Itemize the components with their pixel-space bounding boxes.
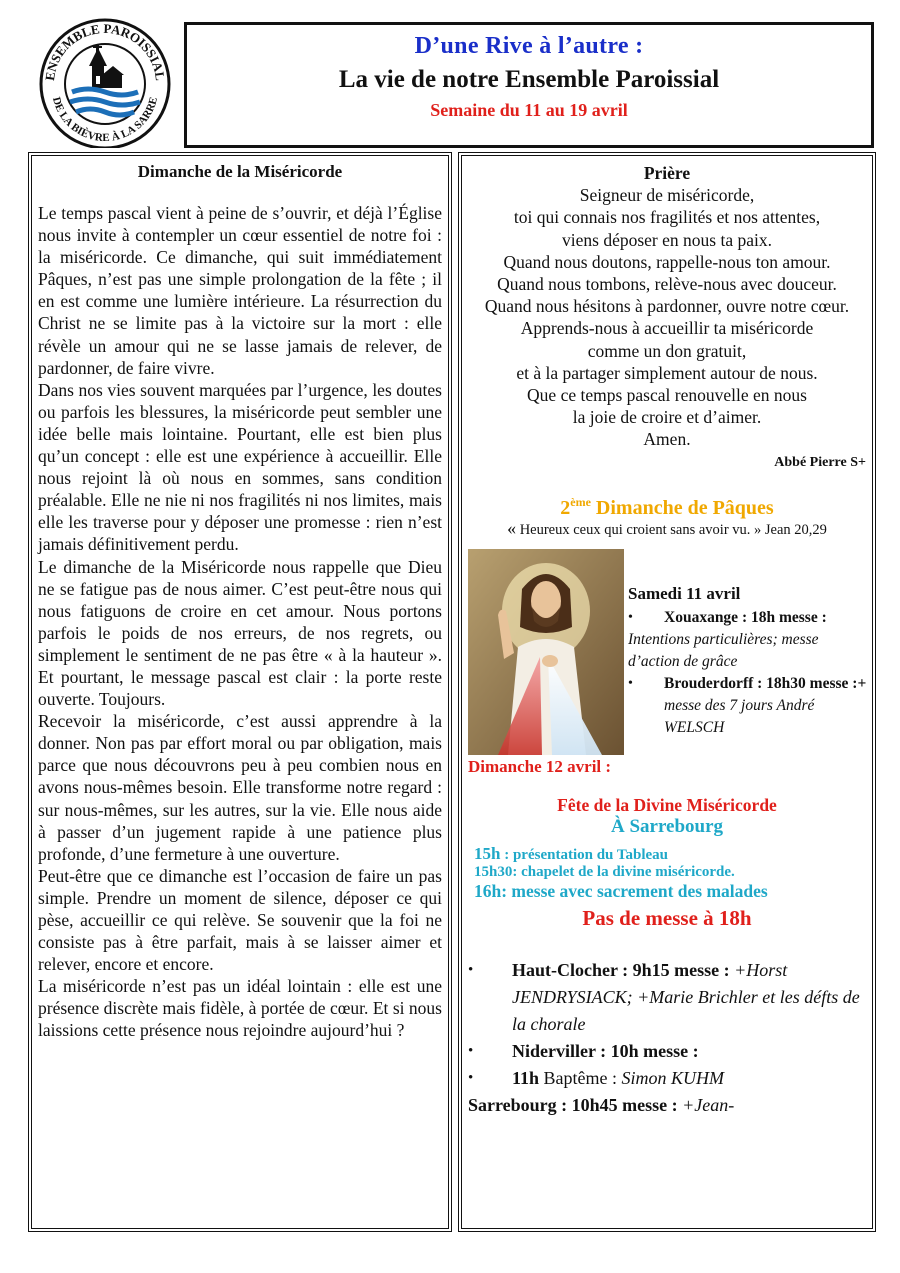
editorial-text bbox=[38, 202, 442, 1042]
mass-place: 11h bbox=[512, 1067, 540, 1088]
mass-intention: Intentions particulières; messe d’action de grâce bbox=[628, 630, 819, 670]
feast-event: : présentation du Tableau bbox=[500, 846, 669, 863]
editorial-paragraph: Dans nos vies souvent marquées par l’urgence, les doutes ou parfois les blessures, la miséricorde peut sembler une idée belle mais lointaine. Pourtant, elle est bien plus qu’un concept : elle est une expérience à accueillir. Elle nous rejoint là où nous en sommes, sans condition préalable. Elle ne nie ni nos fragilités ni nos limites, mais elle les traverse pour y déposer une promesse : rien n’est jamais définitivement perdu. bbox=[38, 379, 442, 555]
logo-top-text: ENSEMBLE PAROISSIAL bbox=[42, 20, 168, 82]
mass-place: Haut-Clocher : 9h15 messe : bbox=[512, 959, 735, 980]
feast-schedule-item: 16h: messe avec sacrement des malades bbox=[474, 880, 768, 901]
mass-intention: Simon KUHM bbox=[621, 1067, 725, 1088]
bullet-icon: • bbox=[468, 961, 474, 978]
prayer-line: Seigneur de miséricorde, bbox=[579, 185, 755, 206]
gospel-quote bbox=[468, 517, 866, 539]
mass-item-text bbox=[512, 957, 866, 1038]
mass-intention: +Horst JENDRYSIACK; +Marie Brichler et les défts de la chorale bbox=[512, 959, 860, 1034]
prayer-signature: Abbé Pierre S+ bbox=[774, 454, 866, 470]
quote-text: Heureux ceux qui croient sans avoir vu. » Jean 20,29 bbox=[516, 521, 827, 538]
editorial-paragraph: Peut-être que ce dimanche est l’occasion de faire un pas simple. Prendre un moment de silence, déposer ce qui pèse, accueillir ce qui relève. Se souvenir que la foi ne consiste pas à être parfait, mais à se laisser aimer et relever, encore et encore. bbox=[38, 865, 442, 975]
sunday-schedule-title: Dimanche 12 avril : bbox=[468, 756, 612, 776]
divine-mercy-jesus-picture bbox=[468, 549, 624, 755]
mass-list-item bbox=[628, 673, 872, 739]
sunday-title-text: Dimanche de Pâques bbox=[590, 496, 774, 519]
prayer-line: comme un don gratuit, bbox=[587, 340, 747, 361]
feast-title: Fête de la Divine Miséricorde bbox=[557, 794, 777, 815]
mass-list-item bbox=[468, 957, 866, 1038]
mass-place: Niderviller : 10h messe : bbox=[512, 1040, 699, 1061]
logo-bottom-text: DE LA BIÈVRE À LA SARRE bbox=[49, 95, 161, 145]
quote-open: « bbox=[507, 517, 517, 538]
bullet-icon: • bbox=[468, 1069, 474, 1086]
mass-event: Baptême : bbox=[539, 1067, 622, 1088]
mass-intention: +Jean- bbox=[682, 1094, 735, 1115]
sunday-mass-list bbox=[468, 957, 866, 1118]
prayer-line: Apprends-nous à accueillir ta miséricorde bbox=[520, 318, 814, 339]
prayer-line: et à la partager simplement autour de nous. bbox=[516, 362, 818, 383]
prayer-line: Quand nous doutons, rappelle-nous ton amour. bbox=[503, 251, 831, 272]
feast-time: 15h bbox=[474, 843, 501, 863]
editorial-paragraph: Le dimanche de la Miséricorde nous rappelle que Dieu ne se fatigue pas de nous aimer. C’est peut-être nous qui nous fatiguons de croire en cet amour. Nous portons parfois le poids de nos erreurs, de nos regrets, ou simplement le sentiment de ne pas être « à la hauteur ». Et pourtant, le message pascal est clair : la porte reste ouverte. Toujours. bbox=[38, 556, 442, 710]
sunday-sup: ème bbox=[570, 494, 591, 509]
parish-logo bbox=[34, 18, 176, 148]
mass-place: Sarrebourg : 10h45 messe : bbox=[468, 1094, 683, 1115]
mass-list-item bbox=[468, 1038, 866, 1065]
editorial-paragraph: Recevoir la miséricorde, c’est aussi apprendre à la donner. Non pas par effort moral ou par obligation, mais parce que nous découvrons peu à peu combien nous en avons nous-mêmes besoin. Elle transforme notre regard : sur nous-mêmes, sur les autres, sur la vie. Elle nous aide à passer d’un jugement rapide à une patience plus profonde, d’une fermeture à une ouverture. bbox=[38, 711, 442, 864]
saturday-section bbox=[468, 549, 866, 765]
newsletter-subtitle: La vie de notre Ensemble Paroissial bbox=[338, 66, 720, 93]
prayer-title: Prière bbox=[643, 163, 691, 183]
prayer-line: Que ce temps pascal renouvelle en nous bbox=[527, 385, 807, 406]
church-on-water-icon bbox=[70, 44, 140, 115]
editorial-paragraph: Le temps pascal vient à peine de s’ouvrir, et déjà l’Église nous invite à contempler un cœur essentiel de notre foi : la miséricorde. Ce dimanche, qui suit immédiatement Pâques, n’est pas une simple prolongation de la fête ; il en est comme une lumière intérieure. La résurrection du Christ ne se limite pas à la victoire sur la mort : elle révèle un amour qui ne se lasse jamais de relever, de pardonner, de faire vivre. bbox=[38, 203, 442, 378]
prayer-line: Quand nous tombons, relève-nous avec douceur. bbox=[497, 274, 837, 295]
bullet-icon: • bbox=[628, 609, 633, 625]
mass-item-text bbox=[664, 673, 872, 739]
prayer-line: toi qui connais nos fragilités et nos attentes, bbox=[513, 207, 821, 228]
mass-list-item bbox=[468, 1092, 866, 1118]
editorial-title: Dimanche de la Miséricorde bbox=[137, 162, 343, 181]
mass-list-item bbox=[468, 1065, 866, 1092]
mass-intention: messe des 7 jours André WELSCH bbox=[664, 696, 815, 736]
prayer-line: la joie de croire et d’aimer. bbox=[572, 407, 762, 428]
mass-item-text bbox=[512, 1065, 724, 1092]
schedule-column bbox=[458, 152, 876, 1232]
prayer-line: viens déposer en nous ta paix. bbox=[562, 229, 772, 250]
week-dates: Semaine du 11 au 19 avril bbox=[430, 100, 628, 120]
feast-schedule-item: 15h30: chapelet de la divine miséricorde. bbox=[474, 863, 735, 880]
feast-schedule-item bbox=[474, 844, 866, 864]
sunday-number: 2 bbox=[560, 496, 571, 519]
prayer-line: Amen. bbox=[643, 429, 691, 450]
prayer-line: Quand nous hésitons à pardonner, ouvre notre cœur. bbox=[484, 296, 850, 317]
mass-place: Xouaxange : 18h messe : bbox=[664, 608, 827, 626]
bullet-icon: • bbox=[628, 675, 633, 691]
feast-location: À Sarrebourg bbox=[610, 815, 724, 837]
newsletter-title: D’une Rive à l’autre : bbox=[414, 33, 644, 59]
editorial-paragraph: La miséricorde n’est pas un idéal lointain : elle est une présence discrète mais fidèle, à portée de cœur. Et si nous laissions cette présence nous rejoindre aujourd’hui ? bbox=[38, 976, 442, 1041]
mass-list-item bbox=[628, 607, 872, 629]
saturday-title: Samedi 11 avril bbox=[628, 583, 741, 603]
bullet-icon: • bbox=[468, 1042, 474, 1059]
saturday-schedule bbox=[628, 583, 872, 739]
prayer-block bbox=[468, 162, 866, 451]
newsletter-header bbox=[184, 22, 874, 148]
editorial-column bbox=[28, 152, 452, 1232]
no-mass-notice: Pas de messe à 18h bbox=[582, 905, 752, 930]
sunday-title bbox=[468, 495, 866, 520]
mass-place: Brouderdorff : 18h30 messe :+ bbox=[664, 674, 867, 692]
